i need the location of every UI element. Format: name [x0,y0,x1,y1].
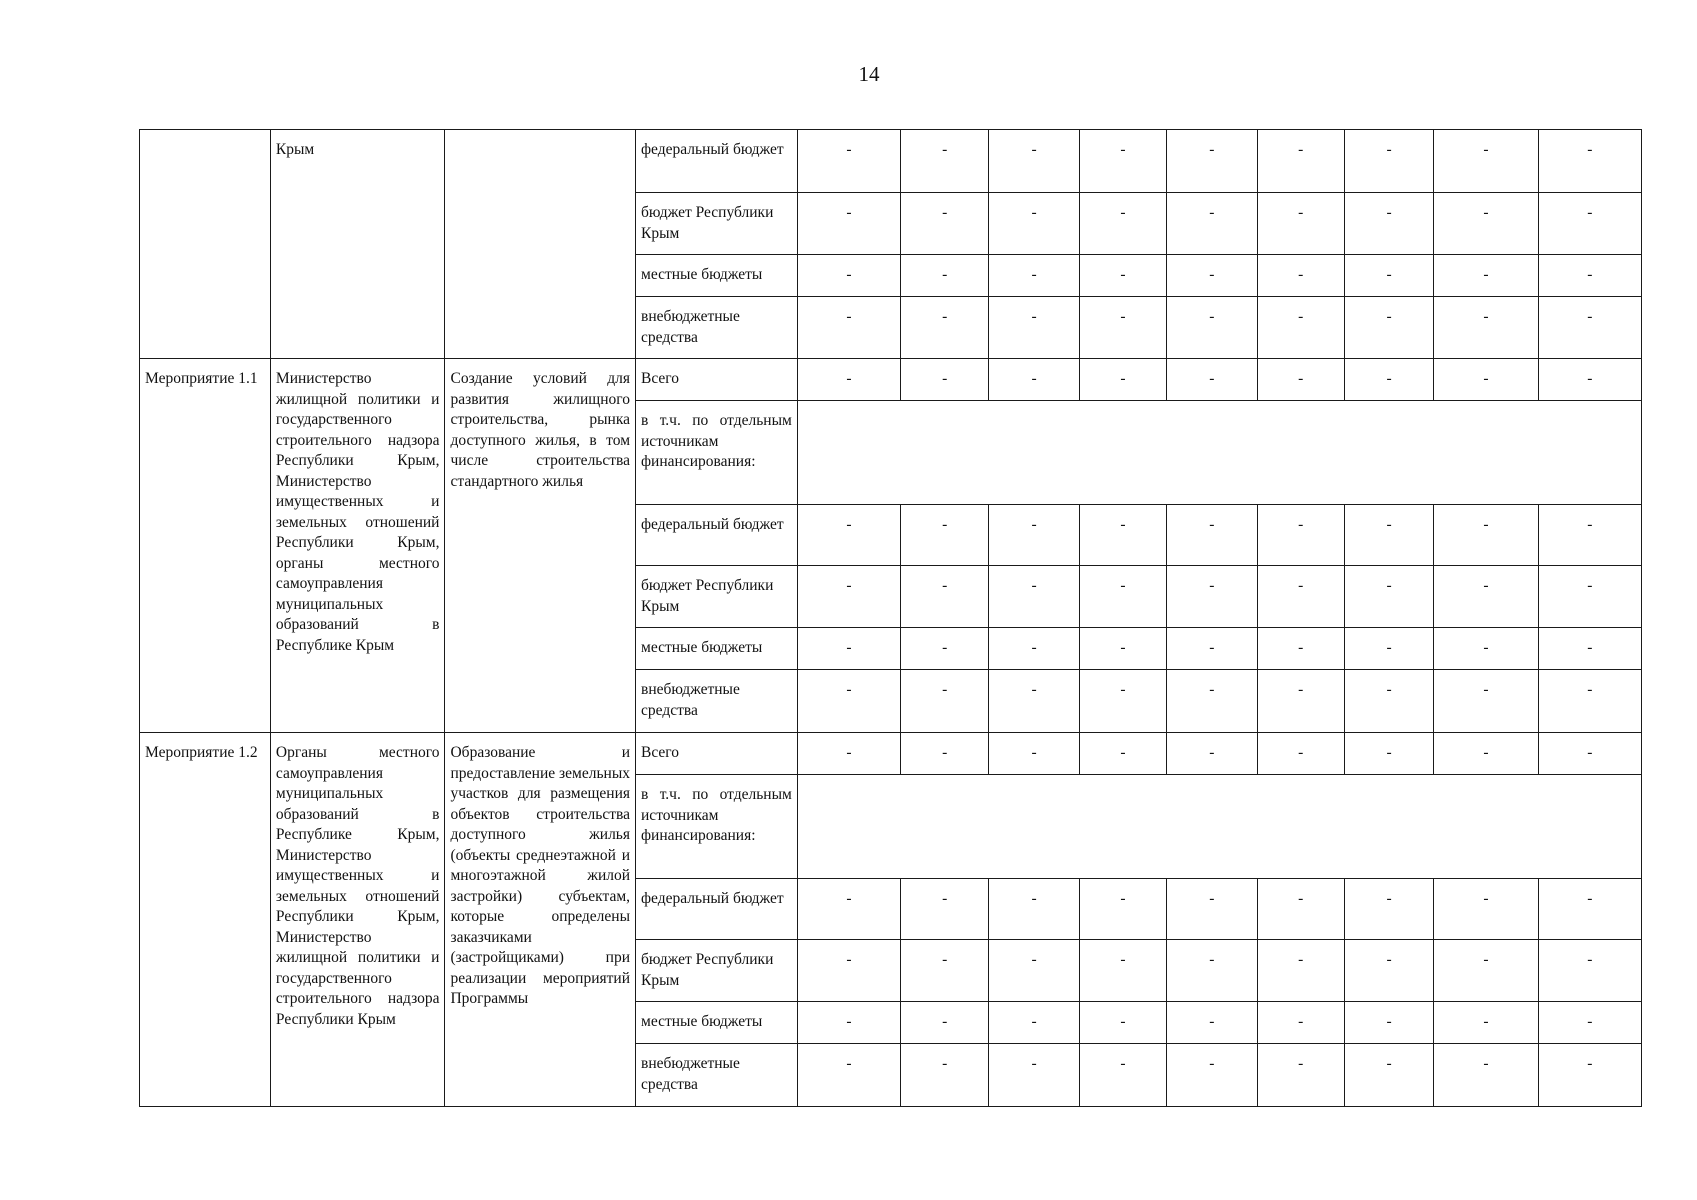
value-cell: - [989,1044,1079,1107]
value-cell: - [1167,566,1257,628]
value-cell: - [797,255,900,297]
value-cell: - [989,628,1079,670]
value-cell: - [1079,193,1166,255]
value-cell: - [1079,130,1166,193]
value-cell: - [1344,670,1433,733]
value-cell: - [1167,733,1257,775]
value-cell: - [797,1002,900,1044]
value-cell: - [1257,255,1344,297]
value-cell: - [1257,1002,1344,1044]
source-label-federal: федеральный бюджет [636,505,798,566]
value-cell: - [901,359,989,401]
value-cell: - [1079,255,1166,297]
value-cell: - [1434,359,1538,401]
content-cell [445,130,636,359]
executor-cell: Министерство жилищной политики и государственного строительного надзора Республики Крым, Министерство имущественных и земельных отношений Республики Крым, органы местного самоуправления муниципальных образований в Республике Крым [270,359,445,733]
value-cell: - [1167,359,1257,401]
table-row [140,733,1642,775]
value-cell: - [1538,733,1641,775]
value-cell: - [1434,297,1538,359]
value-cell: - [901,733,989,775]
value-cell: - [1344,940,1433,1002]
value-cell: - [989,505,1079,566]
value-cell: - [1538,130,1641,193]
value-cell: - [1538,193,1641,255]
value-cell: - [1167,879,1257,940]
value-cell: - [1167,940,1257,1002]
value-cell: - [1079,628,1166,670]
value-cell: - [1434,879,1538,940]
value-cell: - [901,940,989,1002]
value-cell: - [1079,1002,1166,1044]
executor-cell: Крым [270,130,445,359]
source-label-federal: федеральный бюджет [636,130,798,193]
value-cell: - [1257,297,1344,359]
value-cell: - [1079,359,1166,401]
value-cell: - [797,1044,900,1107]
value-cell: - [1344,733,1433,775]
value-cell: - [797,505,900,566]
value-cell: - [1434,130,1538,193]
value-cell: - [1167,1044,1257,1107]
source-label-local: местные бюджеты [636,255,798,297]
value-cell: - [1167,297,1257,359]
value-cell: - [797,359,900,401]
value-cell: - [1257,1044,1344,1107]
source-label-federal: федеральный бюджет [636,879,798,940]
value-cell: - [989,255,1079,297]
value-cell: - [797,670,900,733]
value-cell: - [901,505,989,566]
source-label-incl: в т.ч. по отдельным источникам финансирования: [636,401,798,505]
value-cell: - [1257,193,1344,255]
measure-cell: Мероприятие 1.2 [140,733,271,1107]
value-cell: - [989,130,1079,193]
source-label-incl: в т.ч. по отдельным источникам финансирования: [636,775,798,879]
value-cell: - [1344,130,1433,193]
value-cell: - [1344,193,1433,255]
source-label-total: Всего [636,359,798,401]
value-cell: - [989,1002,1079,1044]
value-cell: - [1538,628,1641,670]
value-cell: - [1344,566,1433,628]
value-cell: - [1344,255,1433,297]
executor-cell: Органы местного самоуправления муниципальных образований в Республике Крым, Министерство имущественных и земельных отношений Республики Крым, Министерство жилищной политики и государственного строительного надзора Республики Крым [270,733,445,1107]
empty-value-cells [797,401,1641,505]
value-cell: - [1079,670,1166,733]
value-cell: - [989,940,1079,1002]
value-cell: - [901,255,989,297]
source-label-extra: внебюджетные средства [636,1044,798,1107]
value-cell: - [797,297,900,359]
value-cell: - [1538,1044,1641,1107]
value-cell: - [797,628,900,670]
value-cell: - [1257,670,1344,733]
value-cell: - [1538,879,1641,940]
value-cell: - [1434,505,1538,566]
value-cell: - [797,193,900,255]
value-cell: - [901,193,989,255]
source-label-republic: бюджет Республики Крым [636,193,798,255]
value-cell: - [1538,940,1641,1002]
value-cell: - [989,879,1079,940]
value-cell: - [1257,733,1344,775]
value-cell: - [797,733,900,775]
value-cell: - [989,297,1079,359]
value-cell: - [989,193,1079,255]
table-body [140,130,1642,1107]
value-cell: - [1079,566,1166,628]
value-cell: - [989,670,1079,733]
value-cell: - [1079,1044,1166,1107]
value-cell: - [1538,505,1641,566]
value-cell: - [1344,628,1433,670]
value-cell: - [1434,193,1538,255]
value-cell: - [1079,505,1166,566]
value-cell: - [901,628,989,670]
empty-value-cells [797,775,1641,879]
value-cell: - [1434,1044,1538,1107]
source-label-republic: бюджет Республики Крым [636,566,798,628]
value-cell: - [1538,566,1641,628]
source-label-extra: внебюджетные средства [636,297,798,359]
value-cell: - [901,1002,989,1044]
content-cell: Образование и предоставление земельных участков для размещения объектов строительства доступного жилья (объекты среднеэтажной и многоэтажной жилой застройки) субъектам, которые определены заказчиками (застройщиками) при реализации мероприятий Программы [445,733,636,1107]
value-cell: - [1167,130,1257,193]
value-cell: - [1434,940,1538,1002]
page-number: 14 [858,62,880,86]
value-cell: - [1344,1044,1433,1107]
source-label-republic: бюджет Республики Крым [636,940,798,1002]
value-cell: - [989,359,1079,401]
value-cell: - [1079,879,1166,940]
value-cell: - [1257,879,1344,940]
value-cell: - [901,879,989,940]
value-cell: - [1257,940,1344,1002]
value-cell: - [1344,1002,1433,1044]
value-cell: - [1167,505,1257,566]
value-cell: - [1344,359,1433,401]
value-cell: - [1257,628,1344,670]
value-cell: - [797,879,900,940]
source-label-local: местные бюджеты [636,628,798,670]
value-cell: - [1167,193,1257,255]
value-cell: - [1257,566,1344,628]
value-cell: - [1257,359,1344,401]
source-label-local: местные бюджеты [636,1002,798,1044]
value-cell: - [1167,670,1257,733]
value-cell: - [1079,940,1166,1002]
value-cell: - [1167,1002,1257,1044]
value-cell: - [1344,505,1433,566]
value-cell: - [1538,255,1641,297]
value-cell: - [1167,255,1257,297]
value-cell: - [1434,628,1538,670]
value-cell: - [1538,359,1641,401]
value-cell: - [989,566,1079,628]
value-cell: - [1079,297,1166,359]
source-label-total: Всего [636,733,798,775]
value-cell: - [1079,733,1166,775]
value-cell: - [1538,1002,1641,1044]
value-cell: - [1434,1002,1538,1044]
value-cell: - [1434,566,1538,628]
value-cell: - [901,297,989,359]
value-cell: - [1344,879,1433,940]
value-cell: - [797,130,900,193]
value-cell: - [1434,255,1538,297]
value-cell: - [901,130,989,193]
content-cell: Создание условий для развития жилищного строительства, рынка доступного жилья, в том числе строительства стандартного жилья [445,359,636,733]
value-cell: - [1538,670,1641,733]
table-row [140,130,1642,193]
measure-cell: Мероприятие 1.1 [140,359,271,733]
value-cell: - [1257,130,1344,193]
table-row [140,359,1642,401]
value-cell: - [797,940,900,1002]
financing-table [139,129,1642,1107]
value-cell: - [1538,297,1641,359]
value-cell: - [1434,670,1538,733]
value-cell: - [1257,505,1344,566]
value-cell: - [901,1044,989,1107]
value-cell: - [1434,733,1538,775]
value-cell: - [901,566,989,628]
value-cell: - [797,566,900,628]
value-cell: - [1344,297,1433,359]
value-cell: - [989,733,1079,775]
value-cell: - [901,670,989,733]
value-cell: - [1167,628,1257,670]
source-label-extra: внебюджетные средства [636,670,798,733]
measure-cell [140,130,271,359]
